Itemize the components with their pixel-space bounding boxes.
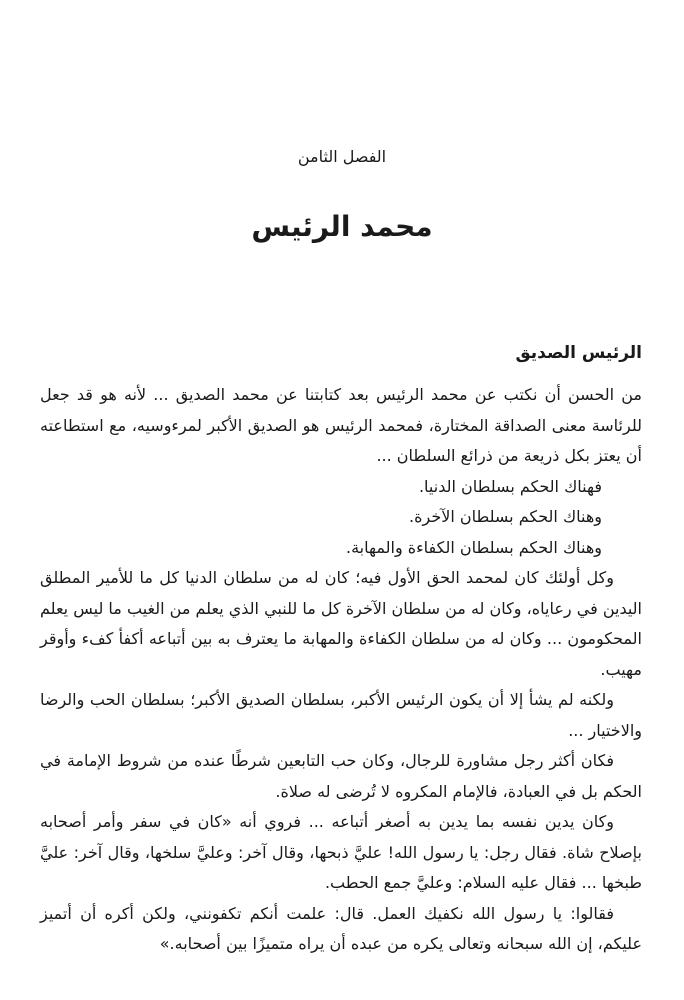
paragraph: فقالوا: يا رسول الله نكفيك العمل. قال: علمت أنكم تكفونني، ولكن أكره أن أتميز عليكم، إن الله سبحانه وتعالى يكره من عبده أن يراه متميزًا بين أصحابه.»	[40, 903, 642, 953]
chapter-body	[40, 338, 642, 960]
paragraph: وهناك الحكم بسلطان الكفاءة والمهابة.	[346, 537, 602, 557]
chapter-title: محمد الرئيس	[251, 210, 433, 243]
paragraph: فكان أكثر رجل مشاورة للرجال، وكان حب التابعين شرطًا عنده من شروط الإمامة في الحكم بل في العبادة، فالإمام المكروه لا تُرضى له صلاة.	[40, 751, 642, 801]
paragraph: وكل أولئك كان لمحمد الحق الأول فيه؛ كان له من سلطان الدنيا كل ما للأمير المطلق اليدين في رعاياه، وكان له من سلطان الآخرة كل ما للنبي الذي يعلم من الغيب ما ليس يعلم المحكومون ... وكان له من سلطان الكفاءة والمهابة ما يعترف به بين أتباعه أكفأ كفء وأوقر مهيب.	[40, 568, 642, 679]
chapter-number: الفصل الثامن	[297, 147, 387, 166]
paragraph: من الحسن أن نكتب عن محمد الرئيس بعد كتابتنا عن محمد الصديق ... لأنه هو قد جعل للرئاسة معنى الصداقة المختارة، فمحمد الرئيس هو الصديق الأكبر لمرءوسيه، مع استطاعته أن يعتز بكل ذريعة من ذرائع السلطان ...	[40, 385, 642, 465]
paragraph: ولكنه لم يشأ إلا أن يكون الرئيس الأكبر، بسلطان الصديق الأكبر؛ بسلطان الحب والرضا والاختيار ...	[40, 690, 642, 740]
paragraph: وكان يدين نفسه بما يدين به أصغر أتباعه ... فروي أنه «كان في سفر وأمر أصحابه بإصلاح شاة. فقال رجل: يا رسول الله! عليَّ ذبحها، وقال آخر: وعليَّ سلخها، وقال آخر: عليَّ طبخها ... فقال عليه السلام: وعليَّ جمع الحطب.	[40, 812, 642, 892]
paragraph: وهناك الحكم بسلطان الآخرة.	[409, 507, 602, 526]
paragraph: فهناك الحكم بسلطان الدنيا.	[418, 476, 602, 496]
section-heading: الرئيس الصديق	[515, 343, 642, 363]
